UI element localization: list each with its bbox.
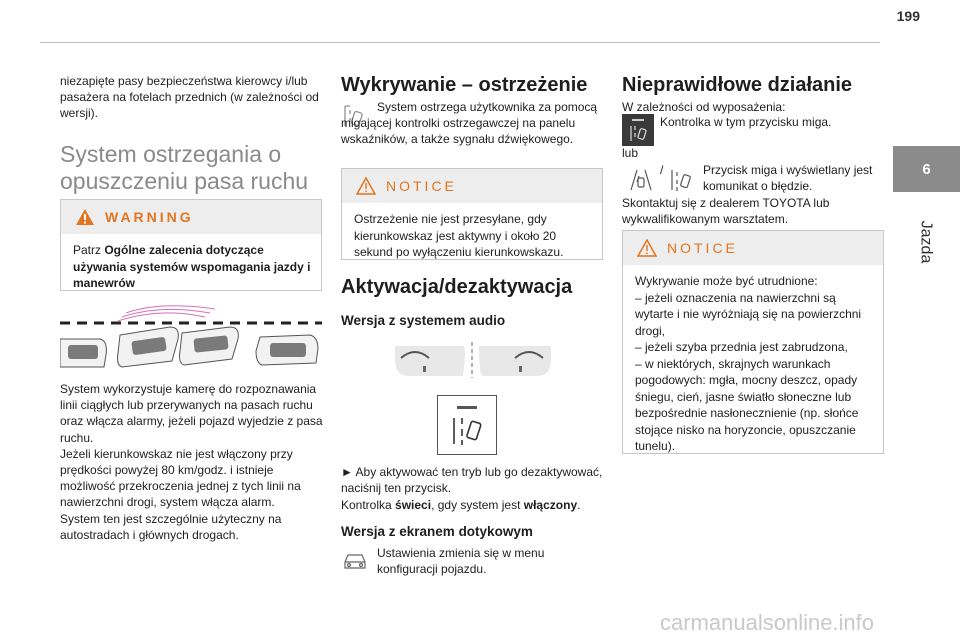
lamp-enabled-word: włączony bbox=[523, 498, 578, 512]
intro-text: niezapięte pasy bezpieczeństwa kierowcy i/lub pasażera na fotelach przednich (w zależności od wersji). bbox=[60, 74, 319, 121]
warning-bold: Ogólne zalecenia dotyczące używania systemów wspomagania jazdy i manewrów bbox=[73, 243, 311, 290]
touchscreen-text: Ustawienia zmienia się w menu konfiguracji pojazdu. bbox=[377, 546, 545, 577]
or-text: lub bbox=[622, 146, 639, 160]
notice-text-1: Ostrzeżenie nie jest przesyłane, gdy kierunkowskaz jest aktywny i około 20 sekund po wyłączeniu kierunkowskazu. bbox=[354, 212, 564, 259]
top-divider bbox=[40, 42, 880, 43]
flashing-button-icon bbox=[622, 114, 654, 146]
notice-header-1 bbox=[342, 169, 602, 203]
watermark: carmanualsonline.info bbox=[660, 610, 875, 635]
lamp-status-text bbox=[341, 497, 603, 513]
section-title: System ostrzegania o opuszczeniu pasa ruchu bbox=[60, 141, 309, 194]
press-instruction: ► Aby aktywować ten tryb lub go dezaktywować, naciśnij ten przycisk. bbox=[341, 465, 603, 496]
lane-keep-button-icon bbox=[438, 396, 496, 454]
chapter-label bbox=[895, 212, 955, 272]
lamp-on-word: świeci bbox=[395, 498, 432, 512]
audio-version-heading: Wersja z systemem audio bbox=[341, 313, 506, 328]
notice-title-2: NOTICE bbox=[667, 240, 738, 256]
notice-title-1: NOTICE bbox=[386, 178, 457, 194]
slash-text: / bbox=[660, 163, 664, 177]
lamp-end: . bbox=[577, 498, 581, 512]
warning-text bbox=[61, 234, 321, 300]
notice-box-1 bbox=[341, 168, 603, 260]
warning-header bbox=[61, 200, 321, 234]
lamp-prefix: Kontrolka bbox=[341, 498, 396, 512]
notice-icon bbox=[356, 177, 376, 195]
lamp-flash-text: Kontrolka w tym przycisku miga. bbox=[660, 115, 832, 129]
warning-title: WARNING bbox=[105, 209, 194, 225]
lane-departure-illustration bbox=[60, 305, 322, 377]
touchscreen-heading: Wersja z ekranem dotykowym bbox=[341, 524, 533, 539]
notice-text-2: Wykrywanie może być utrudnione: – jeżeli oznaczenia na nawierzchni są wytarte i nie wyróżniają się na powierzchni drogi, – jeżeli szyba przednia jest zabrudzona, – w niektórych, skrajnych warunkach pogodowych: mgła, mocny deszcz, opady śniegu, cień, jasne światło słoneczne lub bezpośrednie nasłonecznienie (np. słońce stojące nisko na horyzoncie, opuszczanie tunelu). bbox=[635, 274, 862, 453]
warning-prefix: Patrz bbox=[73, 243, 105, 257]
activation-heading: Aktywacja/dezaktywacja bbox=[341, 276, 573, 298]
notice-box-2 bbox=[622, 230, 884, 454]
notice-header-2 bbox=[623, 231, 883, 265]
flashing-button-glyph bbox=[622, 114, 654, 146]
malfunction-heading: Nieprawidłowe działanie bbox=[622, 74, 853, 96]
detection-heading: Wykrywanie – ostrzeżenie bbox=[341, 74, 588, 96]
warning-icon bbox=[75, 208, 95, 226]
system-description: System wykorzystuje kamerę do rozpoznawania linii ciągłych lub przerywanych na pasach ruchu oraz włącza alarmy, jeżeli pojazd wyjedzie z pasa ruchu. Jeżeli kierunkowskaz nie jest włączony przy prędkości powyżej 80 km/godz. i istnieje możliwość przekroczenia jednej z tych linii na nawierzchni drogi, system włącza alarm. System ten jest szczególnie użyteczny na autostradach i głównych drogach. bbox=[60, 382, 323, 542]
page-number: 199 bbox=[896, 8, 920, 24]
flash-message-text: Przycisk miga i wyświetlany jest komunikat o błędzie. bbox=[703, 163, 873, 194]
lamp-mid: , gdy system jest bbox=[431, 498, 524, 512]
steering-wheel-diagram bbox=[393, 340, 553, 380]
vehicle-settings-icon bbox=[342, 550, 368, 572]
contact-dealer-text: Skontaktuj się z dealerem TOYOTA lub wykwalifikowanym warsztatem. bbox=[622, 196, 830, 227]
lane-keep-button[interactable] bbox=[437, 395, 497, 455]
warning-box bbox=[60, 199, 322, 291]
equipment-text: W zależności od wyposażenia: bbox=[622, 100, 786, 114]
chapter-tab[interactable]: 6 bbox=[893, 146, 960, 192]
lane-warning-cluster-icon bbox=[628, 166, 654, 192]
lane-keep-indicator-icon bbox=[668, 166, 694, 192]
chapter-label-text: Jazda bbox=[916, 220, 934, 264]
notice-icon bbox=[637, 239, 657, 257]
detection-text: System ostrzega użytkownika za pomocą migającej kontrolki ostrzegawczej na panelu wskaźników, a także sygnału dźwiękowego. bbox=[341, 100, 598, 147]
